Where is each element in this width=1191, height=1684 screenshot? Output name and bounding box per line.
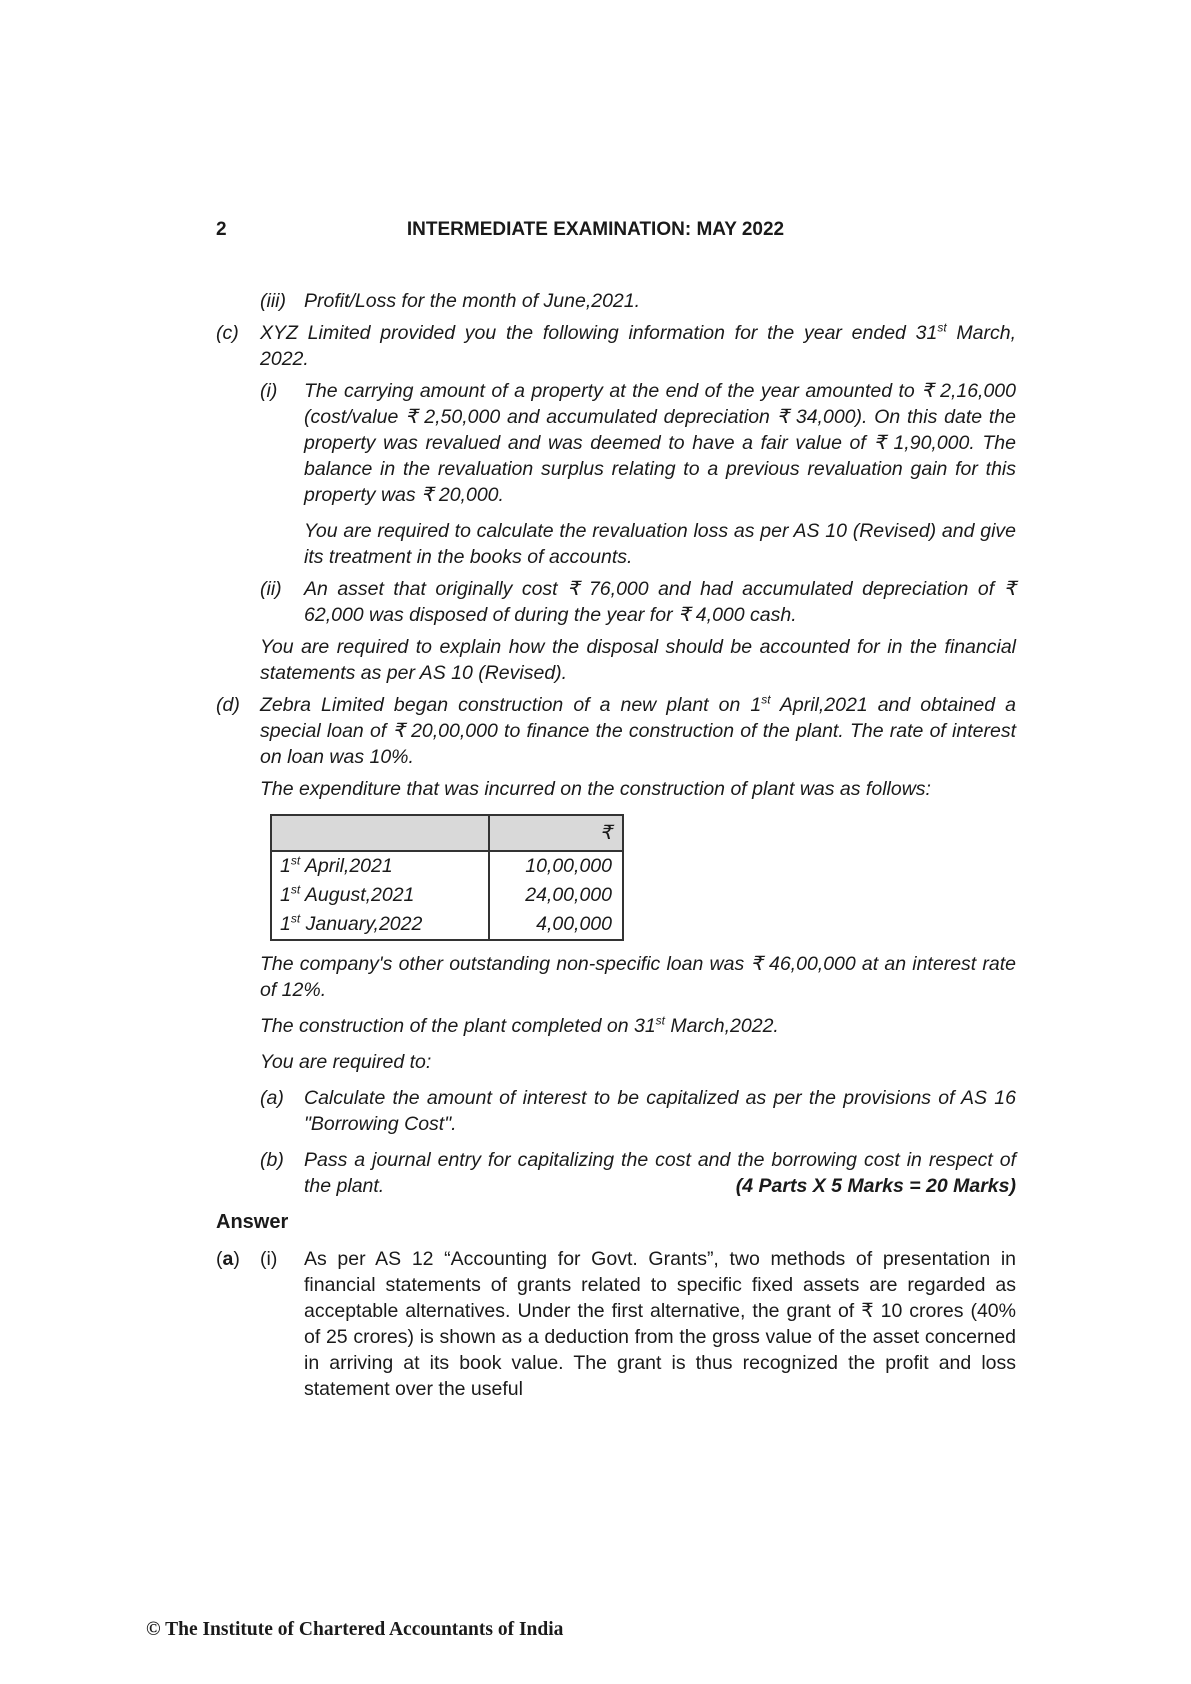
text-part: March,2022. <box>665 1015 779 1037</box>
text-part: August,2021 <box>300 884 415 906</box>
answer-a-i <box>216 1246 1016 1402</box>
text-part: January,2022 <box>300 913 423 935</box>
question-text <box>260 320 1016 372</box>
superscript: st <box>655 1013 666 1028</box>
question-c-ii <box>260 576 1016 628</box>
table-row <box>271 910 623 940</box>
required-text: You are required to: <box>260 1051 432 1073</box>
question-c-i-requirement: You are required to calculate the revaluation loss as per AS 10 (Revised) and give its treatment in the books of accounts. <box>304 520 1016 568</box>
expenditure-intro: The expenditure that was incurred on the construction of plant was as follows: <box>260 778 931 800</box>
item-label: (ii) <box>260 578 282 600</box>
superscript: st <box>761 692 771 707</box>
item-label: (iii) <box>260 290 286 312</box>
item-label: (i) <box>260 1248 278 1270</box>
date-cell <box>271 910 489 940</box>
item-text: An asset that originally cost ₹ 76,000 and had accumulated depreciation of ₹ 62,000 was disposed of during the year for ₹ 4,000 cash. <box>304 578 1016 626</box>
question-c-requirement: You are required to explain how the disposal should be accounted for in the financial statements as per AS 10 (Revised). <box>260 636 1016 684</box>
question-label: (d) <box>216 694 240 716</box>
table-header-cell <box>271 815 489 851</box>
item-label: (i) <box>260 380 278 402</box>
text-part: March, 2022. <box>260 322 1017 370</box>
amount-cell: 24,00,000 <box>489 881 623 910</box>
question-b-iii <box>260 288 1016 314</box>
superscript: st <box>290 853 301 868</box>
question-label: (c) <box>216 322 239 344</box>
completion-text <box>260 1013 1016 1039</box>
footer-copyright: © The Institute of Chartered Accountants of India <box>146 1619 564 1640</box>
question-d <box>216 692 1016 770</box>
text-part: 1 <box>280 913 291 935</box>
item-text: Profit/Loss for the month of June,2021. <box>304 290 641 312</box>
question-c-i <box>260 378 1016 508</box>
item-label: (b) <box>260 1149 284 1171</box>
page-title: INTERMEDIATE EXAMINATION: MAY 2022 <box>406 219 785 240</box>
expenditure-table <box>270 814 624 941</box>
text-part: XYZ Limited provided you the following information for the year ended 31 <box>260 322 938 344</box>
text-part: ( <box>216 1248 223 1270</box>
date-cell <box>271 851 489 881</box>
other-loan-text: The company's other outstanding non-specific loan was ₹ 46,00,000 at an interest rate of 12%. <box>260 953 1016 1001</box>
text-part: 1 <box>280 855 291 877</box>
currency-header: ₹ <box>489 815 623 851</box>
text-part: April,2021 and obtained a special loan of ₹ 20,00,000 to finance the construction of the plant. The rate of interest on loan was 10%. <box>260 694 1016 768</box>
table-row <box>271 851 623 881</box>
content <box>216 288 1016 1402</box>
superscript: st <box>290 911 301 926</box>
question-d-a <box>260 1085 1016 1137</box>
answer-letter: a <box>222 1248 234 1270</box>
page-number: 2 <box>216 219 227 240</box>
answer-label <box>216 1246 260 1402</box>
text-part: Pass a journal entry for capitalizing the cost and the borrowing cost in respect of the plant. <box>304 1149 1016 1197</box>
table-row <box>271 881 623 910</box>
superscript: st <box>290 882 301 897</box>
text-part: ) <box>233 1248 240 1270</box>
question-text <box>260 692 1016 770</box>
date-cell <box>271 881 489 910</box>
item-text <box>304 1147 1016 1199</box>
answer-heading: Answer <box>216 1211 289 1233</box>
question-d-b <box>260 1147 1016 1199</box>
item-text: The carrying amount of a property at the end of the year amounted to ₹ 2,16,000 (cost/value ₹ 2,50,000 and accumulated depreciation ₹ 34,000). On this date the property was revalued and was deemed to have a fair value of ₹ 1,90,000. The balance in the revaluation surplus relating to a previous revaluation gain for this property was ₹ 20,000. <box>304 380 1016 506</box>
amount-cell: 4,00,000 <box>489 910 623 940</box>
table-header-row <box>271 815 623 851</box>
text-part: The construction of the plant completed on 31 <box>260 1015 656 1037</box>
superscript: st <box>937 320 947 335</box>
item-label: (a) <box>260 1087 284 1109</box>
text-part: 1 <box>280 884 291 906</box>
question-c <box>216 320 1016 372</box>
amount-cell: 10,00,000 <box>489 851 623 881</box>
item-text: Calculate the amount of interest to be capitalized as per the provisions of AS 16 "Borrowing Cost". <box>304 1087 1016 1135</box>
text-part: April,2021 <box>300 855 393 877</box>
marks-note: (4 Parts X 5 Marks = 20 Marks) <box>735 1175 1016 1197</box>
answer-text: As per AS 12 “Accounting for Govt. Grants”, two methods of presentation in financial statements of grants related to specific fixed assets are regarded as acceptable alternatives. Under the first alternative, the grant of ₹ 10 crores (40% of 25 crores) is shown as a deduction from the gross value of the asset concerned in arriving at its book value. The grant is thus recognized the profit and loss statement over the useful <box>304 1248 1016 1400</box>
text-part: Zebra Limited began construction of a new plant on 1 <box>260 694 762 716</box>
